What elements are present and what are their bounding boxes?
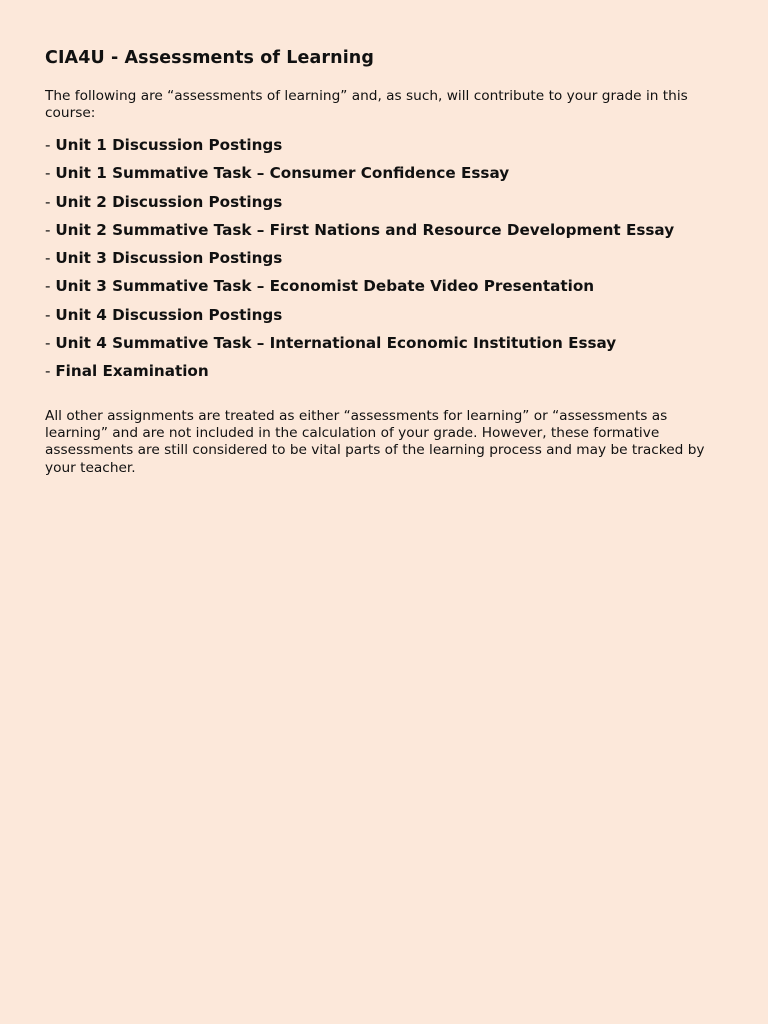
page-title: CIA4U - Assessments of Learning [45, 48, 374, 68]
list-dash: - [45, 164, 56, 183]
list-item [45, 159, 723, 187]
list-item [45, 244, 723, 272]
list-dash: - [45, 249, 56, 268]
list-dash: - [45, 305, 56, 324]
list-item [45, 329, 723, 357]
assessment-label: Unit 4 Summative Task – International Economic Institution Essay [55, 334, 617, 353]
assessment-label: Unit 2 Summative Task – First Nations and Resource Development Essay [55, 220, 675, 239]
assessment-label: Unit 3 Discussion Postings [55, 249, 283, 268]
list-item [45, 357, 723, 385]
assessment-label: Unit 3 Summative Task – Economist Debate Video Presentation [55, 277, 595, 296]
list-item [45, 216, 723, 244]
list-dash: - [45, 136, 56, 154]
list-item [45, 188, 723, 216]
assessment-label: Unit 2 Discussion Postings [55, 192, 283, 211]
assessment-label: Unit 1 Summative Task – Consumer Confidence Essay [55, 164, 510, 183]
list-item [45, 272, 723, 300]
list-dash: - [45, 334, 56, 353]
closing-paragraph: All other assignments are treated as either “assessments for learning” or “assessments as learning” and are not included in the calculation of your grade. However, these formative assessments are still considered to be vital parts of the learning process and may be tracked by your teacher. [45, 407, 705, 476]
list-dash: - [45, 220, 56, 239]
list-dash: - [45, 192, 56, 211]
list-dash: - [45, 277, 56, 296]
assessment-label: Final Examination [55, 362, 209, 381]
list-item [45, 301, 723, 329]
list-item [45, 131, 723, 159]
assessment-label: Unit 1 Discussion Postings [55, 136, 283, 154]
assessment-label: Unit 4 Discussion Postings [55, 305, 283, 324]
assessment-list [45, 131, 723, 386]
list-dash: - [45, 362, 56, 381]
intro-paragraph: The following are “assessments of learning” and, as such, will contribute to your grade in this course: [45, 88, 688, 121]
